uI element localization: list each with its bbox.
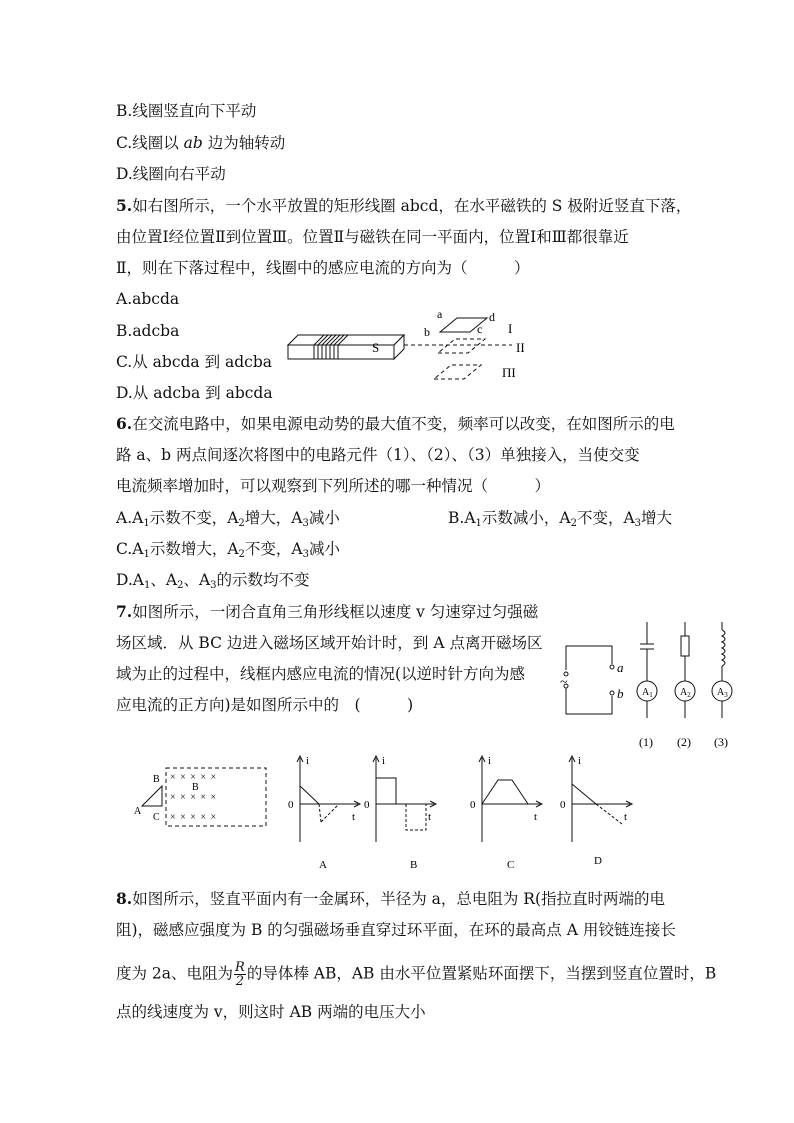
- field-b-label: B: [192, 782, 199, 793]
- graph-c: [479, 756, 542, 842]
- graph-d-caption: D: [594, 855, 602, 867]
- q4-option-c: C.线圈以 ab 边为轴转动: [116, 134, 286, 152]
- q6-stem-line2: 路 a、b 两点间逐次将图中的电路元件（1）、（2）、（3）单独接入，当使交变: [116, 446, 640, 464]
- q6-option-d: $D.A_1$、$A_2$、$A_3$的示数均不变: [116, 571, 310, 591]
- q5-magnet-coil-figure: [284, 305, 544, 394]
- q7-stem-line1: 7.如图所示，一闭合直角三角形线框以速度 v 匀速穿过匀强磁: [116, 602, 539, 621]
- position-3-label: ΠI: [502, 365, 516, 380]
- coil-corner-b-label: b: [424, 325, 430, 339]
- q5-option-d: D.从 adcba 到 abcda: [116, 384, 273, 402]
- graph-b-i-label: i: [382, 755, 386, 767]
- q5-stem-line1: 5.如右图所示，一个水平放置的矩形线圈 abcd，在水平磁铁的 S 极附近竖直下落，: [116, 196, 692, 215]
- ammeter-2-label: $A_2$: [680, 687, 691, 699]
- graph-c-t-label: t: [534, 811, 538, 823]
- triangle-vertex-b-label: B: [153, 774, 160, 785]
- element-1-caption: (1): [639, 735, 653, 749]
- field-row-3: × × × × ×: [170, 812, 218, 823]
- graph-c-i-label: i: [488, 755, 492, 767]
- graph-a-caption: A: [319, 859, 327, 871]
- element-3-caption: (3): [714, 735, 728, 749]
- terminal-a-label: a: [617, 660, 624, 675]
- q5-option-c: C.从 abcda 到 adcba: [116, 353, 273, 371]
- graph-c-origin: 0: [470, 799, 476, 811]
- graph-a-i-label: i: [306, 755, 310, 767]
- q5-stem-line2: 由位置Ⅰ经位置Ⅱ到位置Ⅲ。位置Ⅱ与磁铁在同一平面内，位置Ⅰ和Ⅲ都很靠近: [116, 228, 629, 246]
- magnet-s-pole-label: S: [372, 340, 380, 355]
- graph-c-caption: C: [507, 859, 515, 871]
- q6-stem-line1: 6.在交流电路中，如果电源电动势的最大值不变，频率可以改变，在如图所示的电: [116, 414, 675, 433]
- terminal-b-label: b: [617, 686, 624, 701]
- q7-stem-line2: 场区域．从 BC 边进入磁场区域开始计时，到 A 点离开磁场区: [116, 634, 543, 652]
- q8-stem-line1: 8.如图所示，竖直平面内有一金属环，半径为 a，总电阻为 R(指拉直时两端的电: [116, 889, 666, 908]
- q6-option-a: $A.A_1$示数不变，$A_2$增大，$A_3$减小: [116, 509, 340, 529]
- fraction-r-over-2: $\frac{R}{2}$: [235, 960, 245, 989]
- q8-stem-line4: 点的线速度为 v，则这时 AB 两端的电压大小: [116, 1003, 426, 1021]
- graph-b-t-label: t: [428, 811, 432, 823]
- q5-option-b: B.adcba: [116, 322, 180, 340]
- graph-d-origin: 0: [560, 799, 566, 811]
- q6-option-c: $C.A_1$示数增大，$A_2$不变，$A_3$减小: [116, 540, 340, 560]
- q5-option-a: A.abcda: [116, 290, 180, 308]
- q4-option-b: B.线圈竖直向下平动: [116, 102, 257, 120]
- q7-stem-line4: 应电流的正方向)是如图所示中的 ( ): [116, 696, 414, 714]
- ammeter-3-label: $A_3$: [717, 687, 728, 699]
- field-row-1: × × × × ×: [170, 772, 218, 783]
- graph-a-t-label: t: [352, 811, 356, 823]
- q8-stem-line3: 度为 2a、电阻为 $\frac{R}{2}$ 的导体棒 AB，AB 由水平位置紧贴环面摆下，当摆到竖直位置时，B: [116, 960, 717, 989]
- q4-option-d: D.线圈向右平动: [116, 165, 226, 183]
- element-2-caption: (2): [677, 735, 691, 749]
- q5-stem-line3: Ⅱ，则在下落过程中，线圈中的感应电流的方向为（ ）: [116, 259, 530, 277]
- q6-option-b: $B.A_1$示数减小，$A_2$不变，$A_3$增大: [448, 509, 673, 529]
- graph-b-origin: 0: [364, 799, 370, 811]
- graph-d-i-label: i: [578, 755, 582, 767]
- graph-d-t-label: t: [624, 811, 628, 823]
- triangle-vertex-c-label: C: [153, 812, 160, 823]
- graph-d: [569, 756, 632, 842]
- graph-a: [297, 756, 360, 842]
- q8-stem-line2: 阻)，磁感应强度为 B 的匀强磁场垂直穿过环平面，在环的最高点 A 用铰链连接长: [116, 921, 676, 939]
- graph-b: [373, 756, 436, 842]
- q6-circuit-figure: [556, 614, 746, 758]
- graph-b-caption: B: [410, 859, 418, 871]
- ammeter-1-label: $A_1$: [642, 687, 653, 699]
- field-row-2: × × × × ×: [170, 792, 218, 803]
- triangle-vertex-a-label: A: [134, 806, 142, 817]
- position-2-label: II: [516, 340, 525, 355]
- coil-corner-c-label: c: [477, 322, 483, 336]
- q6-stem-line3: 电流频率增加时，可以观察到下列所述的哪一种情况（ ）: [116, 477, 551, 495]
- q7-stem-line3: 域为止的过程中，线框内感应电流的情况(以逆时针方向为感: [116, 665, 526, 683]
- coil-corner-a-label: a: [437, 307, 443, 321]
- coil-corner-d-label: d: [489, 310, 495, 324]
- graph-a-origin: 0: [288, 799, 294, 811]
- position-1-label: I: [508, 321, 513, 336]
- ac-source-symbol: ~: [560, 675, 568, 690]
- q7-figures: [126, 750, 646, 884]
